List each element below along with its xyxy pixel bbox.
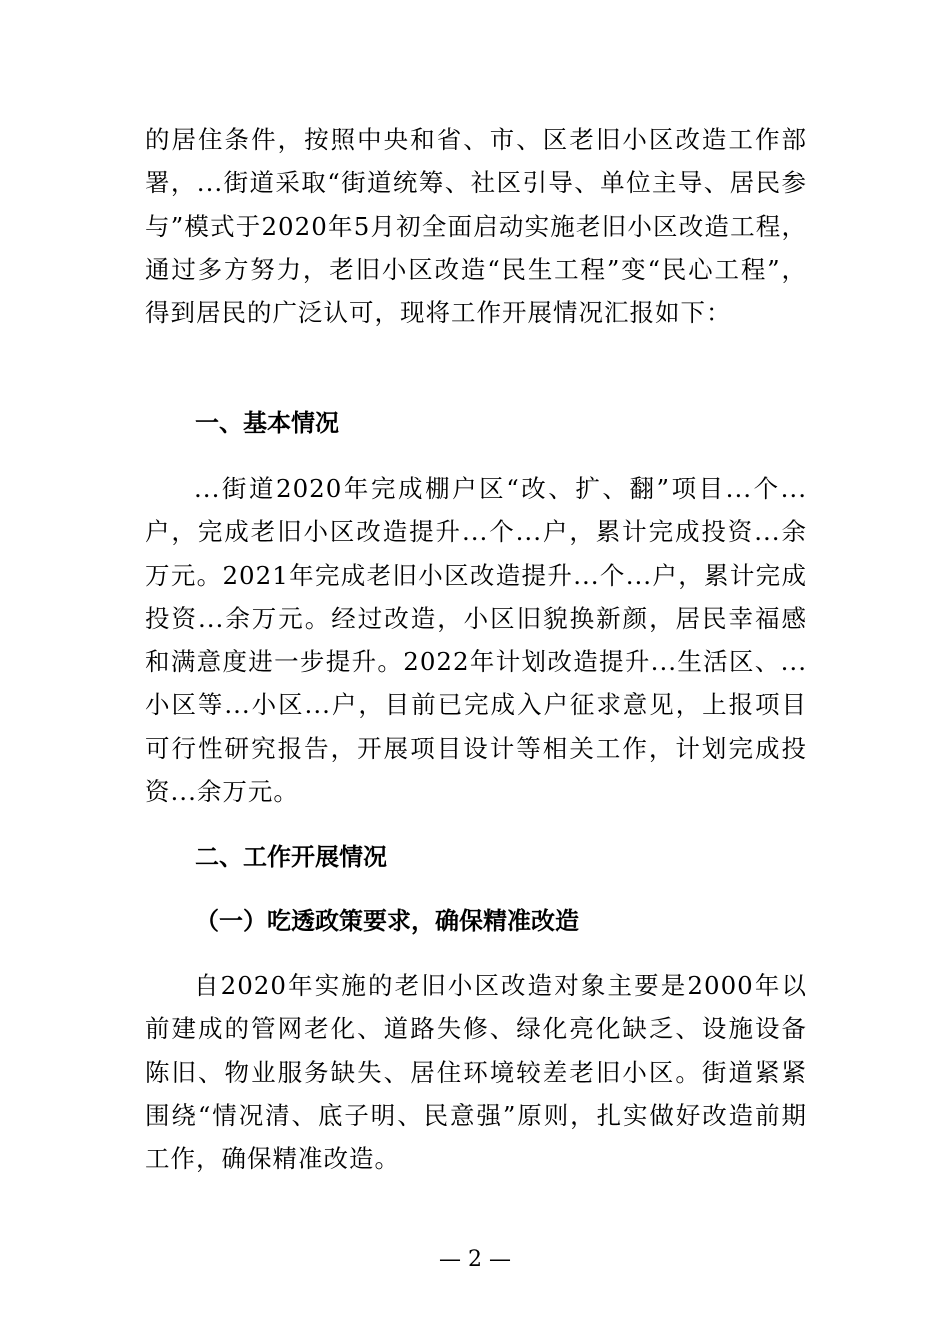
intro-paragraph: 的居住条件，按照中央和省、市、区老旧小区改造工作部署，...街道采取“街道统筹、社区引导、单位主导、居民参与”模式于2020年5月初全面启动实施老旧小区改造工程，通过多方努力，老旧小区改造“民生工程”变“民心工程”，得到居民的广泛认可，现将工作开展情况汇报如下：	[145, 125, 807, 328]
section-2-heading: 二、工作开展情况	[195, 843, 387, 871]
section-1-paragraph: ...街道2020年完成棚户区“改、扩、翻”项目...个...户，完成老旧小区改造提升...个...户，累计完成投资...余万元。2021年完成老旧小区改造提升...个...户，累计完成投资...余万元。经过改造，小区旧貌换新颜，居民幸福感和满意度进一步提升。2022年计划改造提升...生活区、...小区等...小区...户，目前已完成入户征求意见，上报项目可行性研究报告，开展项目设计等相关工作，计划完成投资...余万元。	[145, 474, 807, 807]
section-1-heading: 一、基本情况	[195, 409, 339, 437]
subsection-1-paragraph: 自2020年实施的老旧小区改造对象主要是2000年以前建成的管网老化、道路失修、绿化亮化缺乏、设施设备陈旧、物业服务缺失、居住环境较差老旧小区。街道紧紧围绕“情况清、底子明、民意强”原则，扎实做好改造前期工作，确保精准改造。	[145, 971, 807, 1174]
page-number: — 2 —	[439, 1247, 511, 1272]
subsection-1-heading: （一）吃透政策要求，确保精准改造	[195, 906, 579, 935]
